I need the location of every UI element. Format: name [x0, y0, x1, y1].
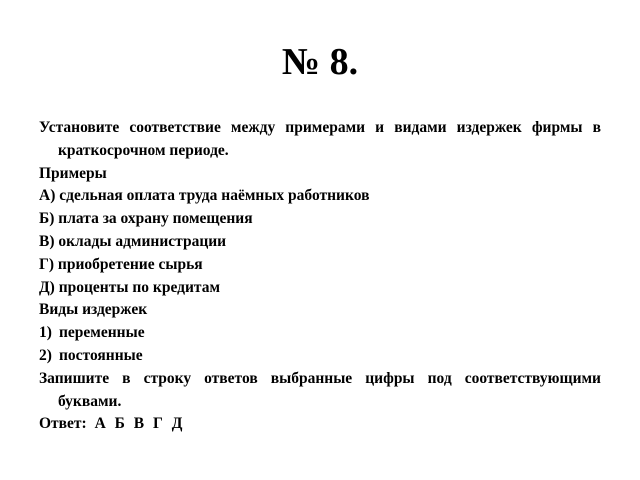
instruction-text: Запишите в строку ответов выбранные цифры под соответствующими буквами. — [39, 369, 601, 410]
answer-letters — [95, 415, 188, 432]
type-label: постоянные — [59, 346, 143, 364]
example-item-a: А) сдельная оплата труда наёмных работников — [39, 187, 370, 205]
slide-title: № 8. — [281, 41, 359, 83]
answer-letter-d: Д — [171, 415, 183, 433]
answer-letter-b: Б — [114, 415, 125, 433]
type-item-1 — [39, 322, 601, 345]
answer-letter-a: А — [94, 415, 106, 433]
answer-letter-g: Г — [153, 415, 163, 433]
answer-letter-v: В — [133, 415, 145, 433]
type-item-2 — [39, 345, 601, 368]
type-number: 2) — [39, 346, 52, 364]
task-statement: Установите соответствие между примерами и видами издержек фирмы в краткосрочном периоде. — [39, 119, 601, 159]
answer-label: Ответ: — [39, 415, 87, 433]
task-content — [39, 117, 601, 436]
example-item-d: Д) проценты по кредитам — [39, 278, 220, 296]
answer-row — [39, 413, 601, 436]
examples-heading: Примеры — [39, 164, 107, 182]
type-number: 1) — [39, 324, 52, 342]
example-item-g: Г) приобретение сырья — [39, 255, 203, 273]
type-label: переменные — [59, 324, 145, 342]
example-item-v: В) оклады администрации — [39, 232, 227, 250]
example-item-b: Б) плата за охрану помещения — [39, 210, 253, 228]
types-heading: Виды издержек — [39, 301, 148, 319]
